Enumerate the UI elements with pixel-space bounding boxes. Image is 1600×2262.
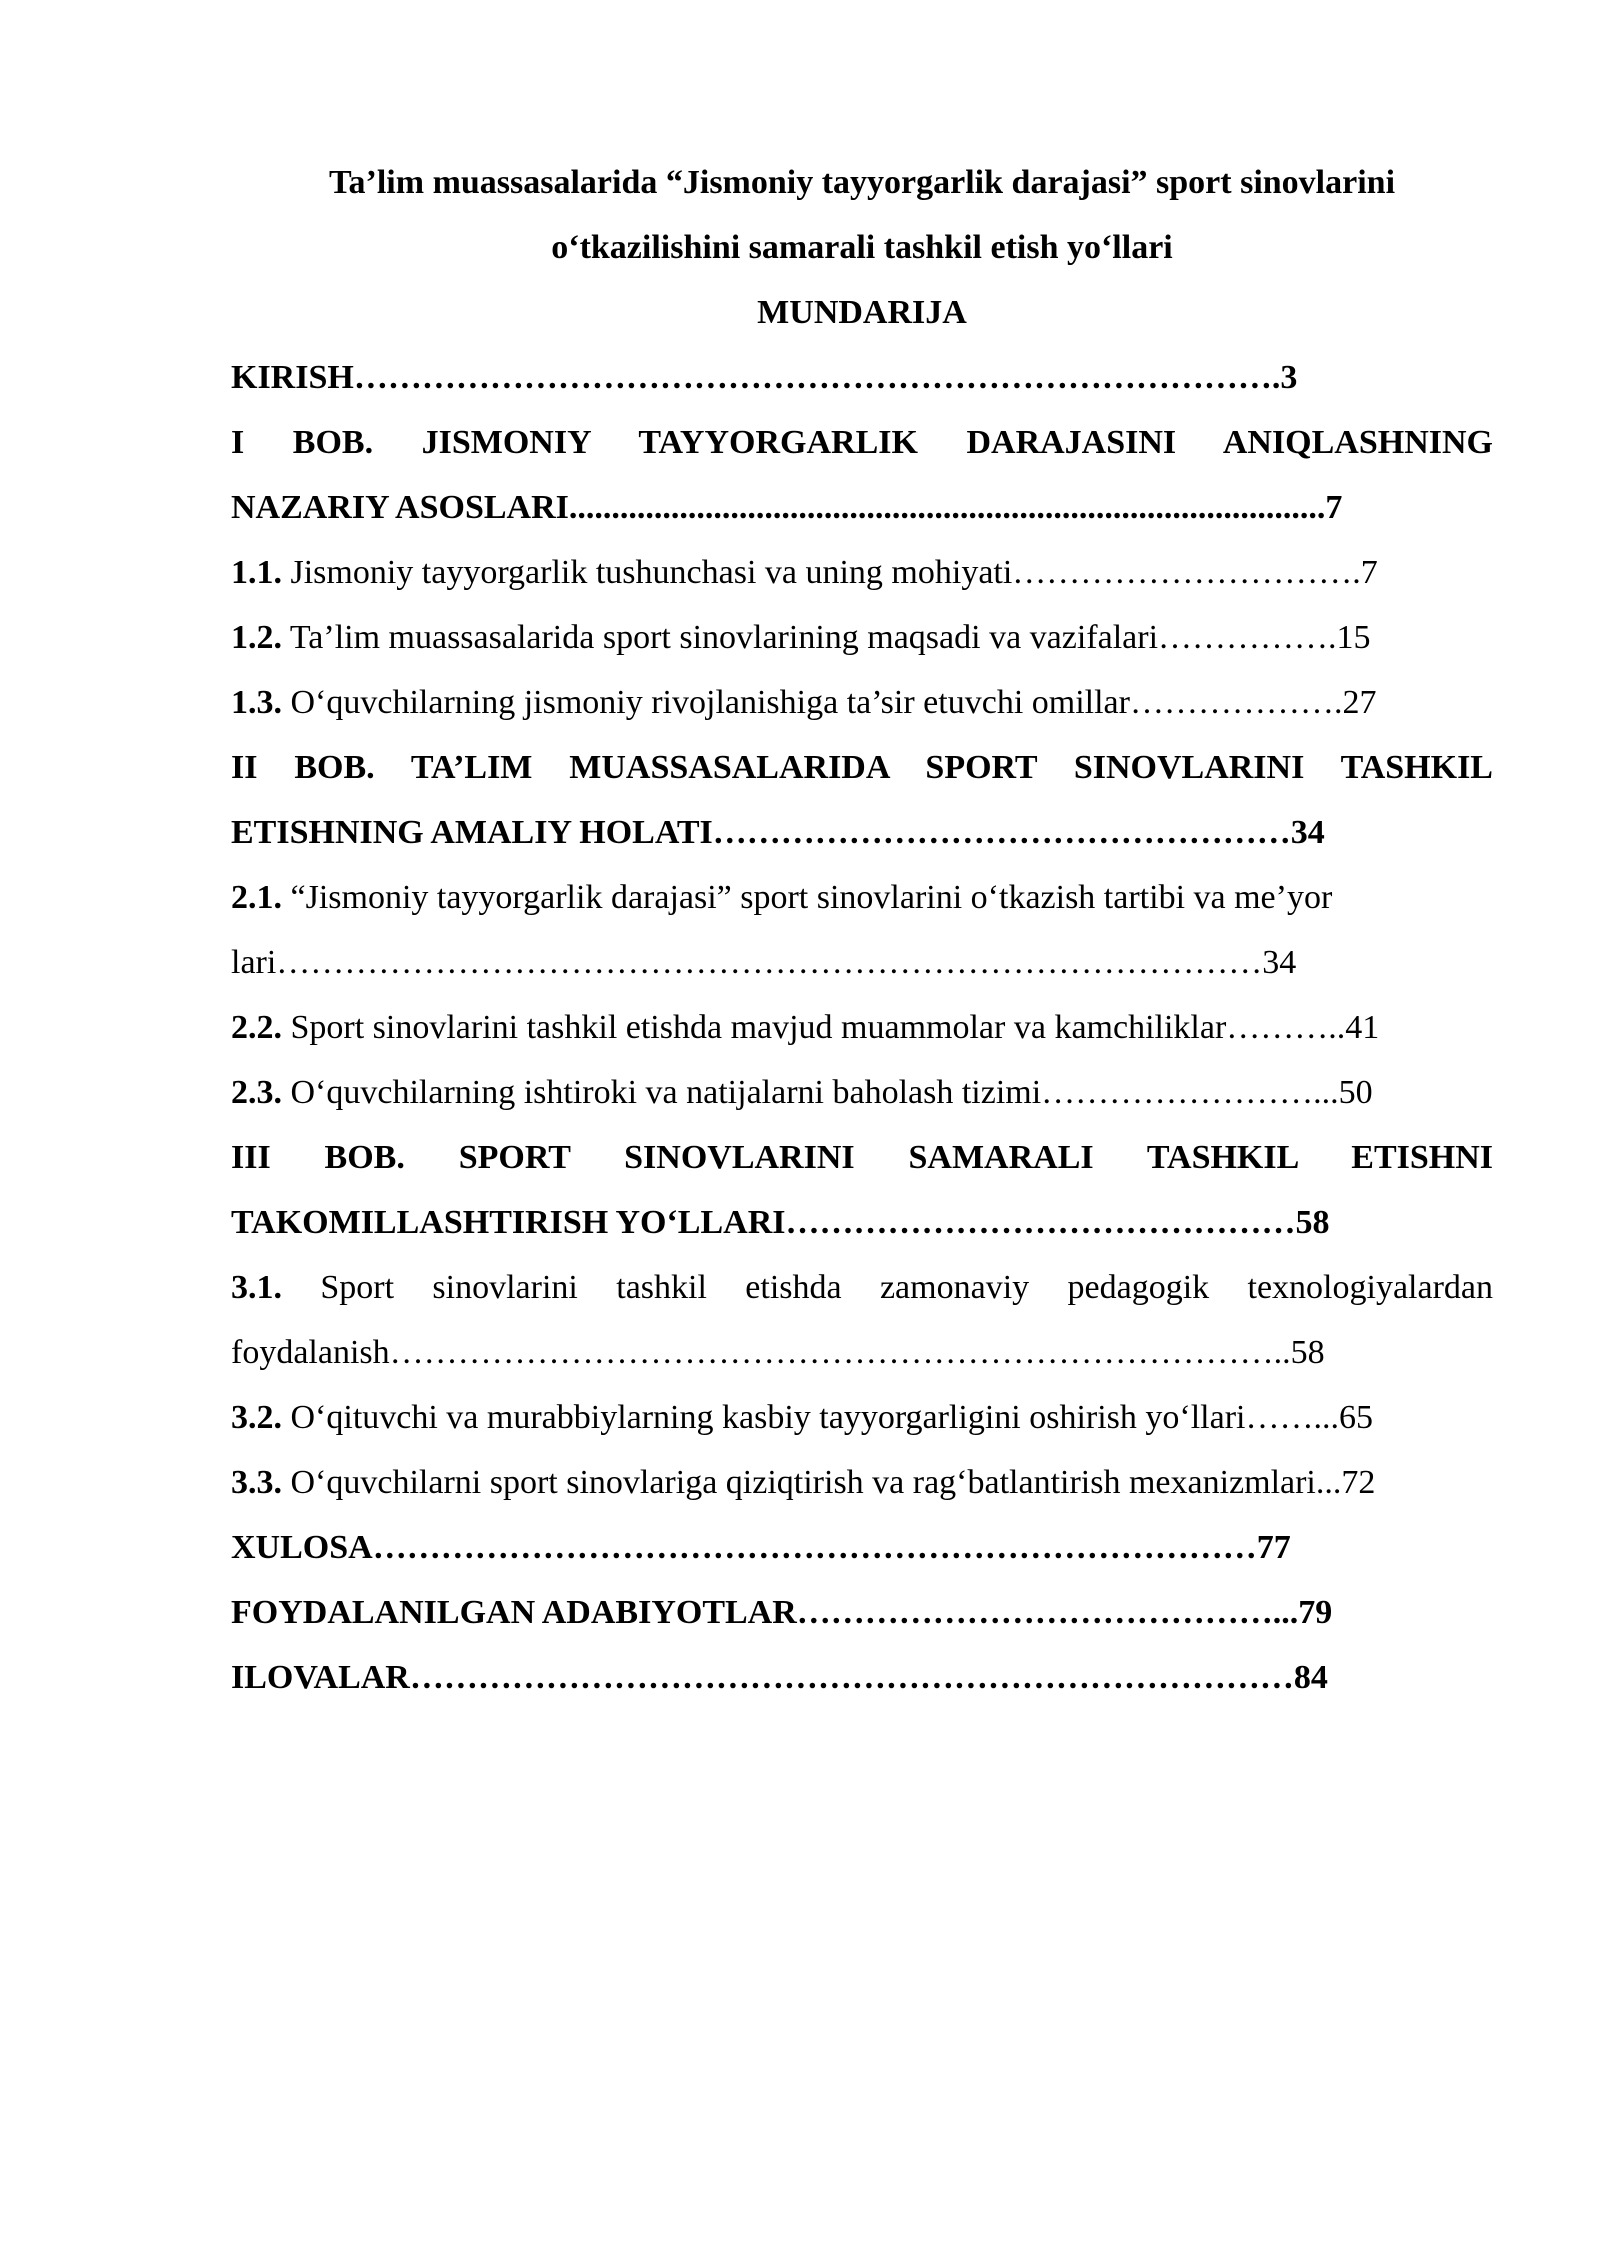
- toc-entry-xulosa[interactable]: XULOSA……………………………………………………………………77: [231, 1529, 1291, 1566]
- toc-chapter-1-line-2[interactable]: NAZARIY ASOSLARI.........................................................................................7: [231, 489, 1343, 526]
- toc-entry-1-1[interactable]: [231, 540, 1493, 605]
- toc-chapter-2-line-1[interactable]: II BOB. TA’LIM MUASSASALARIDA SPORT SINOVLARINI TASHKIL: [231, 749, 1493, 786]
- toc-entry-ilovalar[interactable]: ILOVALAR……………………………………………………………………84: [231, 1659, 1328, 1696]
- toc-entry-1-2[interactable]: [231, 605, 1493, 670]
- toc-chapter-2-line-2[interactable]: ETISHNING AMALIY HOLATI……………………………………………34: [231, 814, 1325, 851]
- toc-entry-number: 2.1.: [231, 879, 282, 916]
- toc-entry-2-2[interactable]: [231, 995, 1493, 1060]
- toc-entry-number: 3.2.: [231, 1399, 282, 1436]
- document-title-line-2: o‘tkazilishini samarali tashkil etish yo‘llari: [551, 229, 1173, 266]
- toc-entry-text: “Jismoniy tayyorgarlik darajasi” sport sinovlarini o‘tkazish tartibi va me’yor: [282, 879, 1333, 916]
- toc-entry-number: 1.3.: [231, 684, 282, 721]
- toc-entry-number: 3.1.: [231, 1269, 282, 1306]
- toc-entry-1-3[interactable]: [231, 670, 1493, 735]
- toc-entry-text: Ta’lim muassasalarida sport sinovlarining maqsadi va vazifalari…………….15: [282, 619, 1371, 656]
- toc-entry-3-1-line-1[interactable]: [231, 1255, 1493, 1320]
- toc-entry-number: 1.2.: [231, 619, 282, 656]
- toc-chapter-1-line-1[interactable]: I BOB. JISMONIY TAYYORGARLIK DARAJASINI ANIQLASHNING: [231, 424, 1493, 461]
- document-page: [231, 150, 1493, 1710]
- toc-entry-text: O‘qituvchi va murabbiylarning kasbiy tayyorgarligini oshirish yo‘llari……...65: [282, 1399, 1373, 1436]
- toc-entry-3-1-line-2[interactable]: foydalanish……………………………………………………………………..58: [231, 1334, 1325, 1371]
- toc-heading: MUNDARIJA: [757, 294, 967, 331]
- toc-chapter-3-line-1[interactable]: III BOB. SPORT SINOVLARINI SAMARALI TASHKIL ETISHNI: [231, 1139, 1493, 1176]
- toc-entry-text: Sport sinovlarini tashkil etishda zamonaviy pedagogik texnologiyalardan: [282, 1269, 1493, 1306]
- toc-entry-text: Jismoniy tayyorgarlik tushunchasi va uning mohiyati………………………….7: [282, 554, 1378, 591]
- toc-entry-text: O‘quvchilarni sport sinovlariga qiziqtirish va rag‘batlantirish mexanizmlari...72: [282, 1464, 1376, 1501]
- toc-entry-text: O‘quvchilarning ishtiroki va natijalarni baholash tizimi……………………...50: [282, 1074, 1373, 1111]
- toc-entry-kirish[interactable]: KIRISH……………………………………………………………………….3: [231, 359, 1298, 396]
- document-title-line-1: Ta’lim muassasalarida “Jismoniy tayyorgarlik darajasi” sport sinovlarini: [328, 164, 1396, 201]
- toc-entry-text: O‘quvchilarning jismoniy rivojlanishiga ta’sir etuvchi omillar……………….27: [282, 684, 1377, 721]
- toc-entry-text: Sport sinovlarini tashkil etishda mavjud muammolar va kamchiliklar………..41: [282, 1009, 1380, 1046]
- toc-entry-number: 3.3.: [231, 1464, 282, 1501]
- toc-entry-number: 1.1.: [231, 554, 282, 591]
- toc-entry-adabiyotlar[interactable]: FOYDALANILGAN ADABIYOTLAR……………………………………...79: [231, 1594, 1333, 1631]
- toc-chapter-3-line-2[interactable]: TAKOMILLASHTIRISH YO‘LLARI………………………………………58: [231, 1204, 1330, 1241]
- toc-entry-3-3[interactable]: [231, 1450, 1493, 1515]
- toc-entry-2-1-line-1[interactable]: [231, 865, 1493, 930]
- toc-entry-3-2[interactable]: [231, 1385, 1493, 1450]
- toc-entry-2-1-line-2[interactable]: lari……………………………………………………………………………34: [231, 944, 1297, 981]
- toc-entry-number: 2.3.: [231, 1074, 282, 1111]
- toc-entry-number: 2.2.: [231, 1009, 282, 1046]
- toc-entry-2-3[interactable]: [231, 1060, 1493, 1125]
